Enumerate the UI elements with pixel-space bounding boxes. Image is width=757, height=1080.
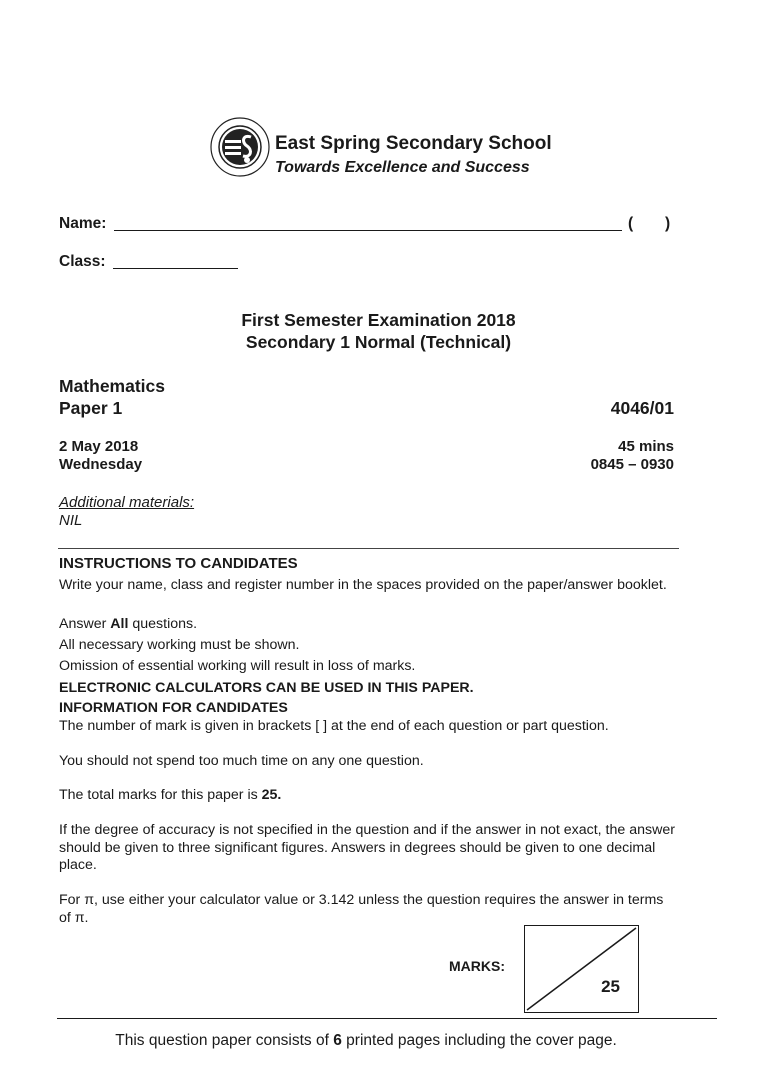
exam-duration: 45 mins <box>618 438 674 455</box>
exam-day: Wednesday <box>59 456 143 473</box>
register-number-field[interactable] <box>637 214 663 232</box>
materials-value: NIL <box>59 512 83 529</box>
footer-pages: 6 <box>333 1032 342 1049</box>
register-open-bracket: ( <box>628 215 634 232</box>
exam-level: Secondary 1 Normal (Technical) <box>245 332 512 352</box>
instruction-answer-all <box>59 616 679 634</box>
answer-suffix: questions. <box>132 616 198 632</box>
answer-bold: All <box>110 616 129 632</box>
name-label: Name: <box>59 215 107 232</box>
school-motto: Towards Excellence and Success <box>275 159 530 176</box>
information-heading: INFORMATION FOR CANDIDATES <box>59 700 288 716</box>
answer-prefix: Answer <box>59 616 107 632</box>
footer-rule <box>57 1018 717 1019</box>
school-name: East Spring Secondary School <box>275 133 552 154</box>
subject: Mathematics <box>59 376 166 396</box>
marks-box <box>524 925 639 1013</box>
register-close-bracket: ) <box>665 215 671 232</box>
accuracy-note: If the degree of accuracy is not specified in the question and if the answer in not exact, the answer should be given to three significant figures. Answers in degrees should be given to one decimal place. <box>59 822 675 873</box>
exam-date: 2 May 2018 <box>59 438 139 455</box>
paper-code: 4046/01 <box>610 398 674 418</box>
instruction-line: ELECTRONIC CALCULATORS CAN BE USED IN THIS PAPER. <box>59 680 474 696</box>
exam-title: First Semester Examination 2018 <box>241 310 516 330</box>
class-label: Class: <box>59 253 106 270</box>
name-field[interactable] <box>114 216 622 231</box>
instruction-line: Omission of essential working will result in loss of marks. <box>59 658 416 674</box>
school-logo <box>209 116 271 178</box>
exam-time: 0845 – 0930 <box>590 456 674 473</box>
footer-prefix: This question paper consists of <box>115 1032 329 1049</box>
marks-label: MARKS: <box>449 958 505 974</box>
total-marks-note <box>59 787 679 805</box>
time-note: You should not spend too much time on any one question. <box>59 753 424 769</box>
instructions-heading: INSTRUCTIONS TO CANDIDATES <box>59 555 298 572</box>
footer-note <box>0 1032 732 1050</box>
school-crest-icon <box>209 116 271 178</box>
marks-diagonal <box>525 926 638 1012</box>
footer-suffix: printed pages including the cover page. <box>346 1032 617 1049</box>
paper: Paper 1 <box>59 398 123 418</box>
total-prefix: The total marks for this paper is <box>59 787 258 803</box>
pi-note: For π, use either your calculator value or 3.142 unless the question requires the answer in terms of π. <box>59 892 664 926</box>
instruction-line: All necessary working must be shown. <box>59 637 300 653</box>
class-field[interactable] <box>113 254 238 269</box>
divider <box>58 548 679 549</box>
total-value: 25. <box>261 787 282 803</box>
instruction-line: Write your name, class and register number in the spaces provided on the paper/answer booklet. <box>59 577 667 593</box>
marks-note: The number of mark is given in brackets [ ] at the end of each question or part question. <box>59 718 609 734</box>
marks-total: 25 <box>601 977 620 996</box>
materials-label: Additional materials: <box>59 494 195 511</box>
